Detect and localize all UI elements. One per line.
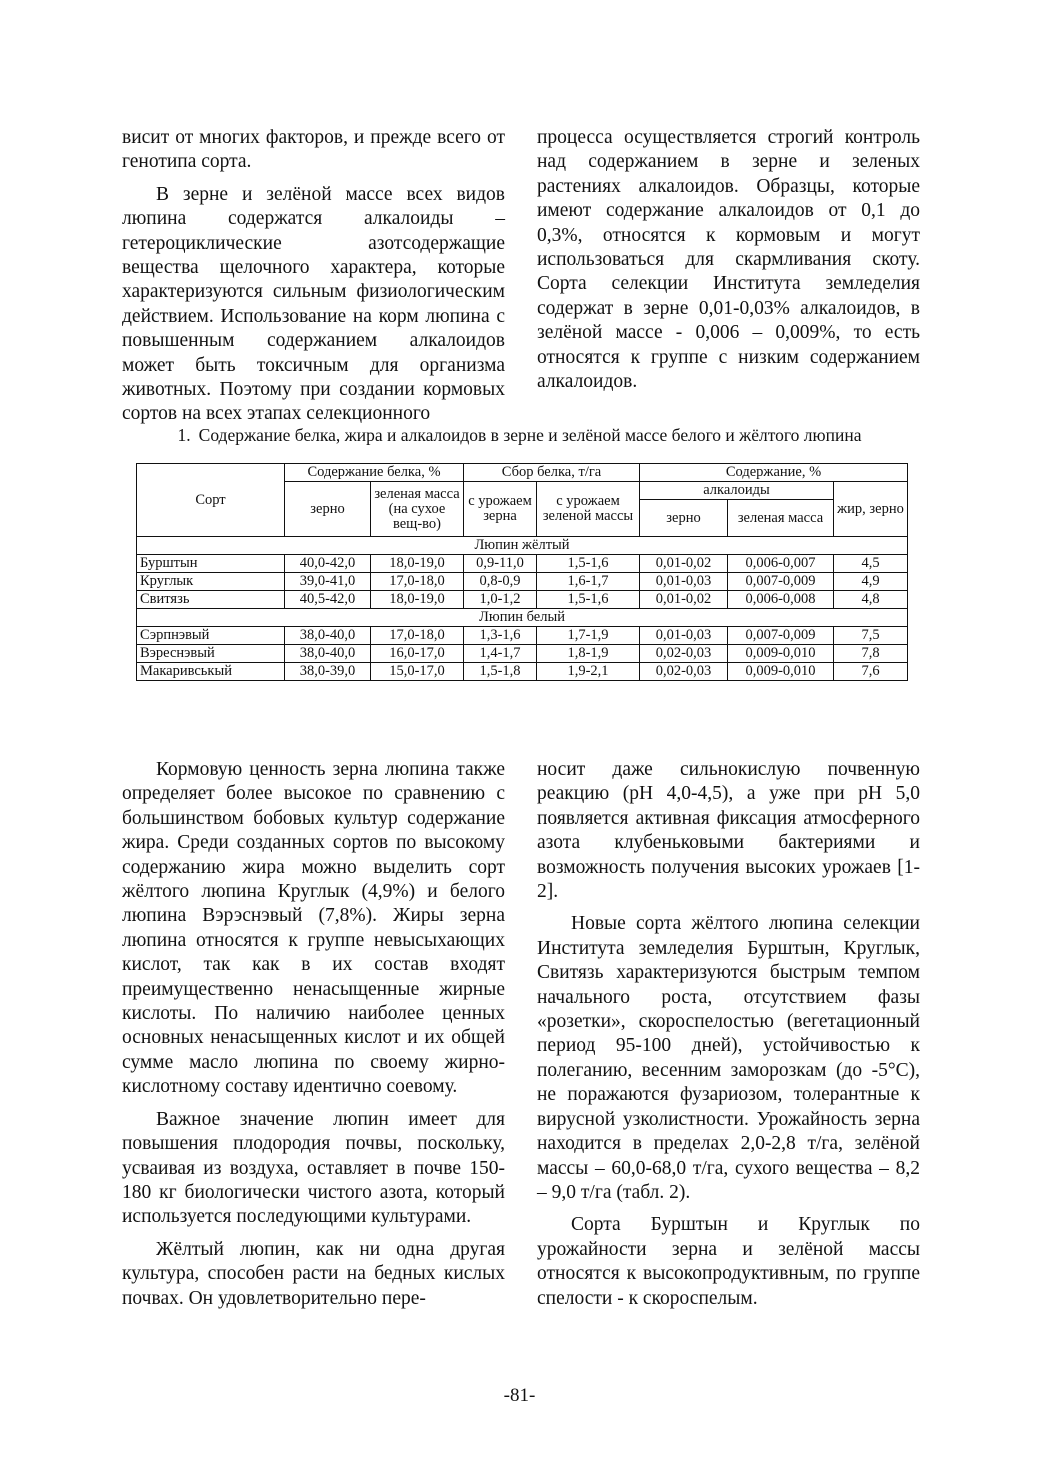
table-cell: 1,7-1,9: [537, 627, 640, 645]
table-cell: 40,0-42,0: [285, 555, 371, 573]
table-cell: 0,007-0,009: [728, 627, 834, 645]
paragraph: Новые сорта жёлтого люпина селекции Института земледелия Бурштын, Круглык, Свитязь характеризуются быстрым темпом начального роста, отсутствием фазы «розетки», скороспелостью (вегетационный период 95-100 дней), устойчивостью к полеганию, весенним заморозкам (до -5°С), не поражаются фузариозом, толерантные к вирусной узколистности. Урожайность зерна находится в пределах 2,0-2,8 т/га, зелёной массы – 60,0-68,0 т/га, сухого вещества – 8,2 – 9,0 т/га (табл. 2).: [537, 913, 920, 1203]
table-cell: 4,5: [834, 555, 908, 573]
table-cell: 15,0-17,0: [371, 663, 464, 681]
table-section-row: [137, 609, 908, 627]
table-cell: 0,01-0,03: [640, 573, 728, 591]
table-cell: 4,9: [834, 573, 908, 591]
table-row: [137, 627, 908, 645]
table-cell: 39,0-41,0: [285, 573, 371, 591]
data-table: [136, 463, 908, 681]
page-number: -81-: [503, 1385, 536, 1406]
table-row: [137, 555, 908, 573]
table-cell: 7,8: [834, 645, 908, 663]
table-cell: 1,4-1,7: [464, 645, 537, 663]
table-cell: 38,0-39,0: [285, 663, 371, 681]
table-section-row: [137, 537, 908, 555]
table-cell: 0,9-11,0: [464, 555, 537, 573]
table-cell-sort: Бурштын: [137, 555, 285, 573]
table-cell-sort: Свитязь: [137, 591, 285, 609]
table-cell: 17,0-18,0: [371, 573, 464, 591]
header-with-grain-yield: с урожаем зерна: [464, 482, 537, 537]
text-column-top-right: [537, 126, 920, 402]
table-row: [137, 663, 908, 681]
table-cell: 38,0-40,0: [285, 627, 371, 645]
table-cell: 7,5: [834, 627, 908, 645]
table-header-row: [137, 464, 908, 482]
table-cell: 1,9-2,1: [537, 663, 640, 681]
paragraph: висит от многих факторов, и прежде всего от генотипа сорта.: [122, 127, 505, 173]
table-cell-sort: Круглык: [137, 573, 285, 591]
header-fat-grain: жир, зерно: [834, 482, 908, 537]
paragraph: носит даже сильнокислую почвенную реакцию (pH 4,0-4,5), а уже при pH 5,0 появляется активная фиксация атмосферного азота клубеньковыми бактериями и возможность получения высоких урожаев [1-2].: [537, 759, 920, 903]
table-cell: 0,009-0,010: [728, 663, 834, 681]
table-cell: 4,8: [834, 591, 908, 609]
header-green-mass-dry: зеленая масса (на сухое вещ-во): [371, 482, 464, 537]
table-row: [137, 573, 908, 591]
header-sort: Сорт: [137, 464, 285, 537]
table-cell-sort: Вэреснэвый: [137, 645, 285, 663]
text-column-bottom-right: [537, 758, 920, 1319]
table-row: [137, 645, 908, 663]
table-cell: 40,5-42,0: [285, 591, 371, 609]
paragraph: Жёлтый люпин, как ни одна другая культура, способен расти на бедных кислых почвах. Он удовлетворительно пере-: [122, 1238, 505, 1309]
paragraph: В зерне и зелёной массе всех видов люпина содержатся алкалоиды – гетероциклические азотсодержащие вещества щелочного характера, которые характеризуются сильным физиологическим действием. Использование на корм люпина с повышенным содержанием алкалоидов может быть токсичным для организма животных. Поэтому при создании кормовых сортов на всех этапах селекционного: [122, 183, 505, 425]
table-cell: 18,0-19,0: [371, 591, 464, 609]
header-alkaloids: алкалоиды: [640, 482, 834, 500]
table-cell: 18,0-19,0: [371, 555, 464, 573]
text-column-top-left: [122, 126, 505, 435]
table-cell: 0,02-0,03: [640, 645, 728, 663]
table-cell: 1,8-1,9: [537, 645, 640, 663]
table-cell: 0,006-0,008: [728, 591, 834, 609]
table-row: [137, 591, 908, 609]
table-section-title: Люпин белый: [137, 609, 908, 627]
table-cell: 0,8-0,9: [464, 573, 537, 591]
table-caption-text: Содержание белка, жира и алкалоидов в зерне и зелёной массе белого и жёлтого люпина: [198, 425, 862, 445]
header-protein-content: Содержание белка, %: [285, 464, 464, 482]
paragraph: Важное значение люпин имеет для повышения плодородия почвы, поскольку, усваивая из воздуха, оставляет в почве 150-180 кг биологически чистого азота, который используется последующими культурами.: [122, 1108, 505, 1228]
table-cell: 1,6-1,7: [537, 573, 640, 591]
table-cell: 1,5-1,6: [537, 555, 640, 573]
table-cell-sort: Макаривськый: [137, 663, 285, 681]
table-cell: 0,009-0,010: [728, 645, 834, 663]
table-cell: 1,5-1,6: [537, 591, 640, 609]
table-cell: 0,006-0,007: [728, 555, 834, 573]
header-alk-grain: зерно: [640, 500, 728, 537]
header-grain: зерно: [285, 482, 371, 537]
header-alk-green: зеленая масса: [728, 500, 834, 537]
text-column-bottom-left: [122, 758, 505, 1319]
table-cell: 0,02-0,03: [640, 663, 728, 681]
paragraph: процесса осуществляется строгий контроль над содержанием в зерне и зеленых растениях алкалоидов. Образцы, которые имеют содержание алкалоидов от 0,1 до 0,3%, относятся к кормовым и могут использоваться для скармливания скоту. Сорта селекции Института земледелия содержат в зерне 0,01-0,03% алкалоидов, в зелёной массе - 0,006 – 0,009%, то есть относятся к группе с низким содержанием алкалоидов.: [537, 127, 920, 393]
table-cell: 1,3-1,6: [464, 627, 537, 645]
table-cell: 7,6: [834, 663, 908, 681]
table-caption-number: 1.: [177, 425, 191, 445]
table-cell-sort: Сэрпнэвый: [137, 627, 285, 645]
table-body: [137, 537, 908, 681]
header-with-green-yield: с урожаем зеленой массы: [537, 482, 640, 537]
paragraph: Сорта Бурштын и Круглык по урожайности зерна и зелёной массы относятся к высокопродуктивным, по группе спелости - к скороспелым.: [537, 1214, 920, 1309]
header-content: Содержание, %: [640, 464, 908, 482]
table-cell: 16,0-17,0: [371, 645, 464, 663]
table-cell: 1,5-1,8: [464, 663, 537, 681]
table-cell: 17,0-18,0: [371, 627, 464, 645]
table-caption: [122, 427, 917, 444]
table-cell: 38,0-40,0: [285, 645, 371, 663]
header-protein-yield: Сбор белка, т/га: [464, 464, 640, 482]
table-section-title: Люпин жёлтый: [137, 537, 908, 555]
table-cell: 0,01-0,02: [640, 591, 728, 609]
table-cell: 0,007-0,009: [728, 573, 834, 591]
table-cell: 0,01-0,02: [640, 555, 728, 573]
paragraph: Кормовую ценность зерна люпина также определяет более высокое по сравнению с большинством бобовых культур содержание жира. Среди созданных сортов по высокому содержанию жира можно выделить сорт жёлтого люпина Круглык (4,9%) и белого люпина Вэрэснэвый (7,8%). Жиры зерна люпина относятся к группе невысыхающих кислот, так как в их состав входят преимущественно ненасыщенные жирные кислоты. По наличию наиболее ценных основных ненасыщенных кислот и их общей сумме масло люпина по своему жирно-кислотному составу идентично соевому.: [122, 759, 505, 1098]
table-cell: 1,0-1,2: [464, 591, 537, 609]
table-cell: 0,01-0,03: [640, 627, 728, 645]
